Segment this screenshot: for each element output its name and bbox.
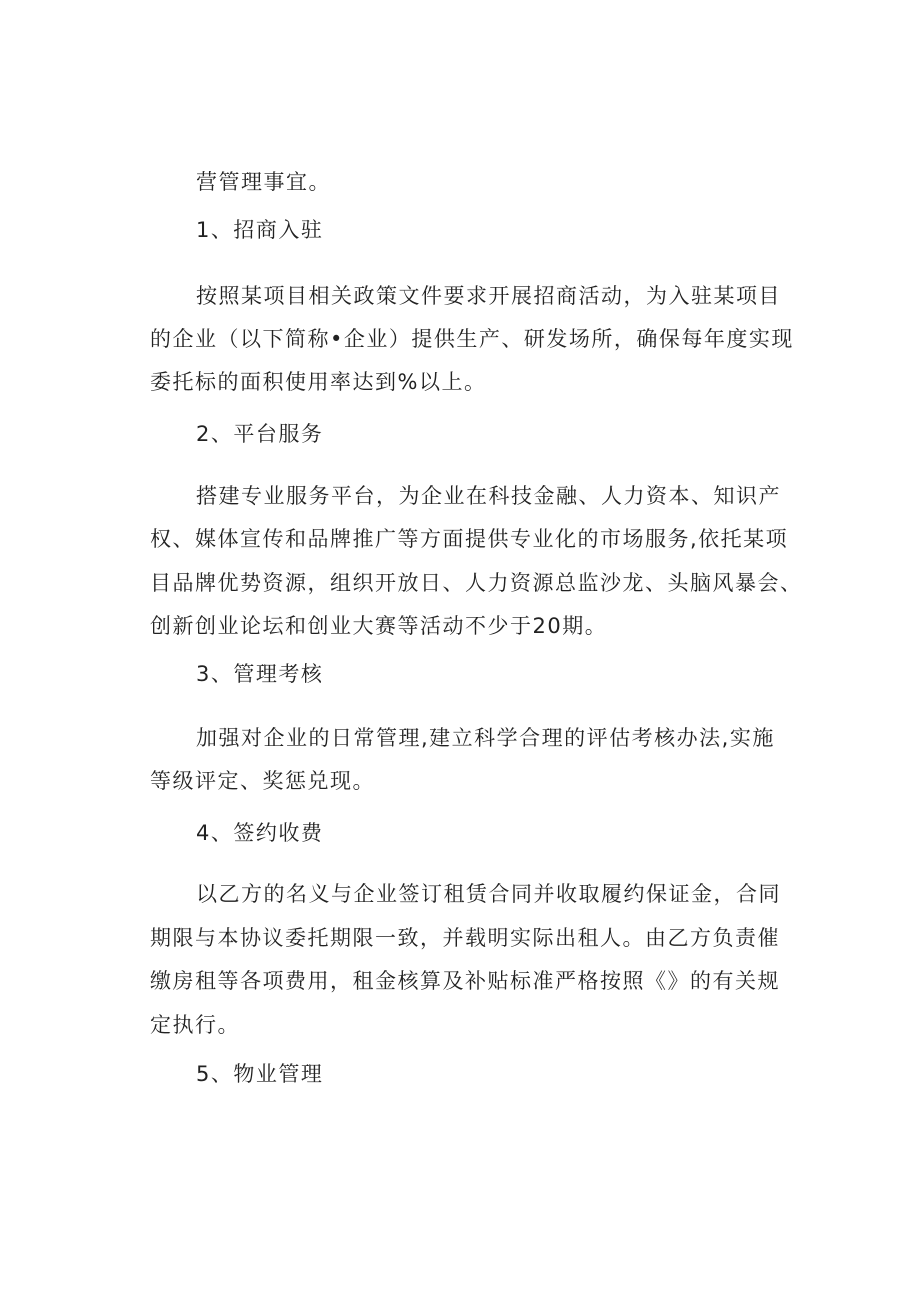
paragraph-1-line-1: 按照某项目相关政策文件要求开展招商活动，为入驻某项目	[196, 284, 781, 308]
section-heading-3: 3、管理考核	[196, 662, 324, 686]
paragraph-1-line-3: 委托标的面积使用率达到%以上。	[150, 370, 487, 394]
section-heading-1: 1、招商入驻	[196, 218, 324, 242]
section-heading-2: 2、平台服务	[196, 422, 324, 446]
paragraph-2-line-3: 目品牌优势资源，组织开放日、人力资源总监沙龙、头脑风暴会、	[150, 571, 803, 595]
paragraph-1-line-2: 的企业（以下简称•企业）提供生产、研发场所，确保每年度实现	[150, 327, 794, 351]
paragraph-4-line-1: 以乙方的名义与企业签订租赁合同并收取履约保证金，合同	[196, 882, 781, 906]
section-heading-5: 5、物业管理	[196, 1062, 324, 1086]
paragraph-2-line-2: 权、媒体宣传和品牌推广等方面提供专业化的市场服务,依托某项	[150, 527, 789, 551]
paragraph-2-line-4: 创新创业论坛和创业大赛等活动不少于20期。	[150, 614, 608, 638]
paragraph-2-line-1: 搭建专业服务平台，为企业在科技金融、人力资本、知识产	[196, 484, 781, 508]
paragraph-3-line-2: 等级评定、奖惩兑现。	[150, 769, 375, 793]
paragraph-continuation: 营管理事宜。	[196, 170, 331, 194]
section-heading-4: 4、签约收费	[196, 821, 324, 845]
paragraph-4-line-4: 定执行。	[150, 1013, 240, 1037]
paragraph-4-line-2: 期限与本协议委托期限一致，并载明实际出租人。由乙方负责催	[150, 926, 780, 950]
paragraph-4-line-3: 缴房租等各项费用，租金核算及补贴标准严格按照《》的有关规	[150, 969, 780, 993]
paragraph-3-line-1: 加强对企业的日常管理,建立科学合理的评估考核办法,实施	[196, 726, 775, 750]
